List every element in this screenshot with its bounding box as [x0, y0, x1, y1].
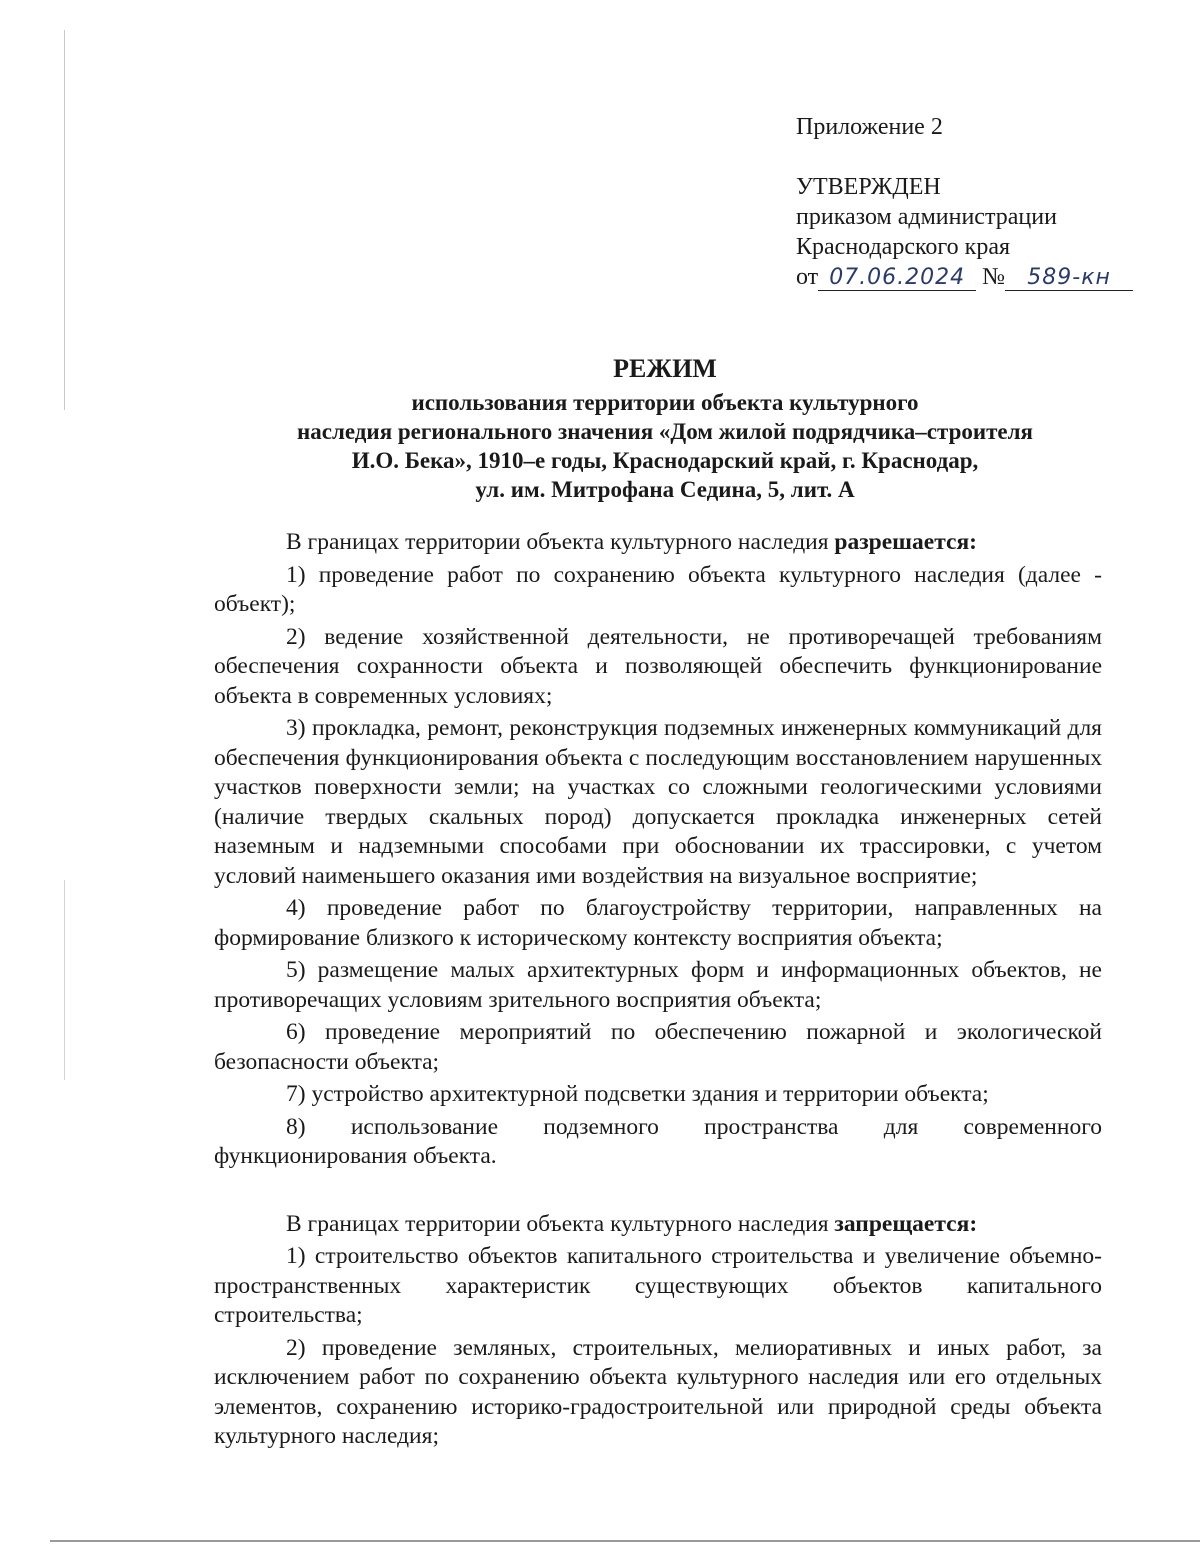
forbidden-keyword: запрещается: — [834, 1210, 978, 1237]
appendix-label: Приложение 2 — [796, 114, 943, 140]
scan-edge-line — [64, 880, 65, 1080]
allowed-item-5: 5) размещение малых архитектурных форм и информационных объектов, не противоречащих условиям зрительного восприятия объекта; — [214, 957, 1102, 1013]
allowed-intro: В границах территории объекта культурного наследия разрешается: — [286, 529, 977, 555]
allowed-item-8: 8) использование подземного пространства для современного функционирования объекта. — [214, 1113, 1102, 1169]
forbidden-intro: В границах территории объекта культурного наследия запрещается: — [286, 1210, 978, 1237]
number-sign: № — [982, 264, 1006, 290]
approval-date-line — [796, 262, 1133, 292]
title-line-4: ул. им. Митрофана Седина, 5, лит. А — [475, 477, 855, 502]
allowed-item-1: 1) проведение работ по сохранению объекта культурного наследия (далее - объект); — [214, 561, 1102, 617]
approval-line-2: Краснодарского края — [796, 234, 1011, 260]
allowed-item-2: 2) ведение хозяйственной деятельности, не противоречащей требованиям обеспечения сохранности объекта и позволяющей обеспечить функционирование объекта в современных условиях; — [214, 623, 1102, 709]
allowed-keyword: разрешается: — [834, 529, 977, 555]
title-main: РЕЖИМ — [613, 354, 717, 383]
document-title — [200, 352, 1130, 504]
approval-block — [796, 112, 1133, 292]
approval-line-1: приказом администрации — [796, 204, 1057, 230]
handwritten-number: 589-кн — [1005, 266, 1133, 291]
title-line-2: наследия регионального значения «Дом жилой подрядчика–строителя — [297, 419, 1033, 444]
scan-bottom-line — [50, 1540, 1200, 1542]
scan-edge-line — [64, 30, 65, 410]
title-line-1: использования территории объекта культурного — [411, 390, 919, 415]
allowed-item-4: 4) проведение работ по благоустройству территории, направленных на формирование близкого к историческому контексту восприятия объекта; — [214, 895, 1102, 951]
forbidden-item-1: 1) строительство объектов капитального строительства и увеличение объемно-пространственных характеристик существующих объектов капитального строительства; — [214, 1243, 1102, 1328]
approved-label: УТВЕРЖДЕН — [796, 174, 941, 200]
title-line-3: И.О. Бека», 1910–е годы, Краснодарский край, г. Краснодар, — [351, 448, 979, 473]
date-prefix: от — [796, 264, 819, 290]
allowed-item-3: 3) прокладка, ремонт, реконструкция подземных инженерных коммуникаций для обеспечения функционирования объекта с последующим восстановлением нарушенных участков поверхности земли; на участках со сложными геологическими условиями (наличие твердых скальных пород) допускается прокладка инженерных сетей наземным и надземными способами при обосновании их трассировки, с учетом условий наименьшего оказания ими воздействия на визуальное восприятие; — [214, 715, 1102, 889]
allowed-item-6: 6) проведение мероприятий по обеспечению пожарной и экологической безопасности объекта; — [214, 1019, 1102, 1075]
handwritten-date: 07.06.2024 — [818, 266, 976, 291]
forbidden-item-2: 2) проведение земляных, строительных, мелиоративных и иных работ, за исключением работ по сохранению объекта культурного наследия или его отдельных элементов, сохранению историко-градостроительной или природной среды объекта культурного наследия; — [214, 1334, 1102, 1449]
document-body — [214, 528, 1102, 1452]
allowed-item-7: 7) устройство архитектурной подсветки здания и территории объекта; — [286, 1081, 989, 1107]
